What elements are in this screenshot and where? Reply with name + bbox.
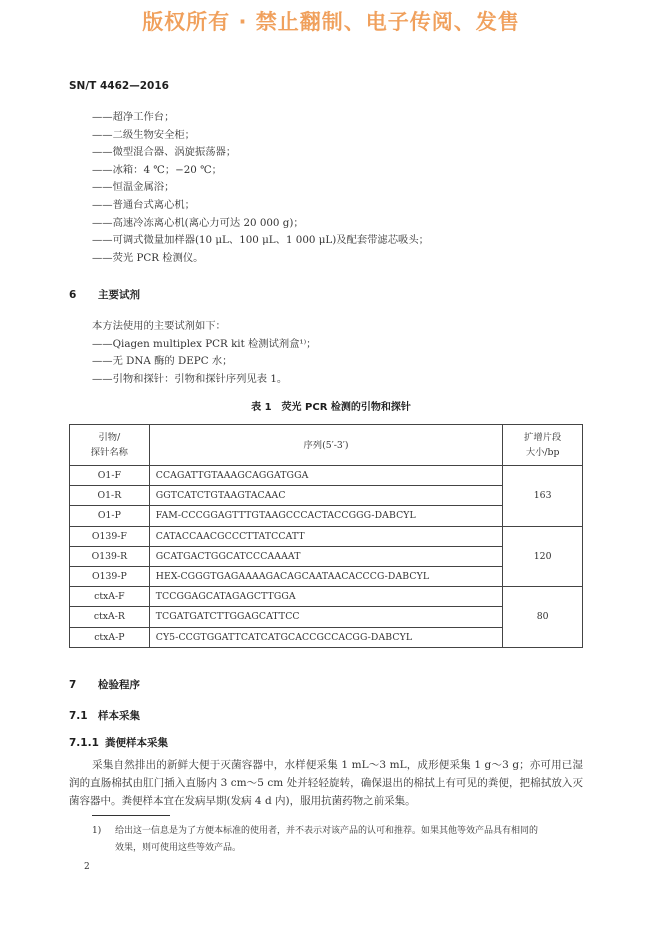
table-caption: 表 1 荧光 PCR 检测的引物和探针 [251, 402, 411, 413]
section-title: 主要试剂 [98, 289, 140, 301]
probe-name: ctxA-P [70, 627, 150, 647]
section-title: 粪便样本采集 [105, 737, 168, 749]
table-row [70, 526, 583, 546]
footnote-marker: 1) [92, 826, 102, 836]
primer-sequence: TCGATGATCTTGGAGCATTCC [149, 607, 503, 627]
section-7-heading [69, 677, 140, 692]
primer-probe-table [69, 424, 583, 648]
primer-sequence: GGTCATCTGTAAGTACAAC [149, 486, 503, 506]
list-item: ——冰箱：4 ℃；−20 ℃； [92, 163, 222, 176]
primer-name: O1-R [70, 486, 150, 506]
section-title: 样本采集 [98, 710, 140, 722]
amplicon-size: 80 [503, 587, 583, 648]
list-item: ——高速冷冻离心机(离心力可达 20 000 g)； [92, 216, 304, 229]
sampling-paragraph [69, 756, 583, 810]
table-row [70, 466, 583, 486]
page-number: 2 [84, 862, 90, 872]
footnote-line: 给出这一信息是为了方便本标准的使用者，并不表示对该产品的认可和推荐。如果其他等效产品具有相同的 [115, 826, 539, 836]
section-7-1-1-heading [69, 735, 168, 750]
section-6-heading [69, 287, 140, 302]
list-item: ——引物和探针：引物和探针序列见表 1。 [92, 372, 288, 385]
probe-sequence: FAM-CCCGGAGTTTGTAAGCCCACTACCGGG-DABCYL [149, 506, 503, 526]
probe-sequence: HEX-CGGGTGAGAAAAGACAGCAATAACACCCG-DABCYL [149, 566, 503, 586]
list-item: ——荧光 PCR 检测仪。 [92, 251, 204, 264]
list-item: ——微型混合器、涡旋振荡器； [92, 146, 237, 159]
primer-sequence: GCATGACTGGCATCCCAAAAT [149, 546, 503, 566]
primer-name: ctxA-R [70, 607, 150, 627]
probe-sequence: CY5-CCGTGGATTCATCATGCACCGCCACGG-DABCYL [149, 627, 503, 647]
list-item: ——可调式微量加样器(10 μL、100 μL、1 000 μL)及配套带滤芯吸头； [92, 234, 429, 247]
section-7-1-heading [69, 708, 140, 723]
footnote [92, 823, 583, 857]
equipment-list [92, 109, 429, 267]
header-name: 引物/ 探针名称 [70, 425, 150, 466]
section-number: 7 [69, 679, 77, 691]
header-sequence: 序列(5′-3′) [149, 425, 503, 466]
amplicon-size: 163 [503, 466, 583, 527]
list-item: ——二级生物安全柜； [92, 128, 195, 141]
section-number: 6 [69, 289, 77, 301]
table-header-row [70, 425, 583, 466]
amplicon-size: 120 [503, 526, 583, 587]
primer-sequence: CCAGATTGTAAAGCAGGATGGA [149, 466, 503, 486]
copyright-watermark: 版权所有 · 禁止翻制、电子传阅、发售 [142, 10, 520, 34]
table-row [70, 587, 583, 607]
section-number: 7.1 [69, 710, 88, 722]
primer-name: O139-F [70, 526, 150, 546]
probe-name: O1-P [70, 506, 150, 526]
standard-code: SN/T 4462—2016 [69, 80, 169, 92]
footnote-divider [92, 815, 170, 816]
reagent-list [92, 318, 316, 388]
primer-name: O1-F [70, 466, 150, 486]
list-item: ——超净工作台； [92, 111, 175, 123]
primer-name: ctxA-F [70, 587, 150, 607]
primer-sequence: TCCGGAGCATAGAGCTTGGA [149, 587, 503, 607]
primer-sequence: CATACCAACGCCCTTATCCATT [149, 526, 503, 546]
reagent-intro: 本方法使用的主要试剂如下： [92, 320, 226, 332]
paragraph-text: 采集自然排出的新鲜大便于灭菌容器中，水样便采集 1 mL～3 mL，成形便采集 1 g～3 g；亦可用已湿润的直肠棉拭由肛门插入直肠内 3 cm～5 cm 处并轻轻旋转，确保退出的棉拭上有可见的粪便，把棉拭放入灭菌容器中。粪便样本宜在发病早期(发病 4 d 内)，服用抗菌药物之前采集。 [69, 759, 583, 807]
list-item: ——恒温金属浴； [92, 181, 175, 194]
section-number: 7.1.1 [69, 737, 99, 749]
section-title: 检验程序 [98, 679, 140, 691]
header-size: 扩增片段 大小/bp [503, 425, 583, 466]
primer-name: O139-R [70, 546, 150, 566]
list-item: ——普通台式离心机； [92, 198, 195, 211]
footnote-line: 效果，则可使用这些等效产品。 [115, 843, 242, 853]
list-item: ——Qiagen multiplex PCR kit 检测试剂盒¹⁾； [92, 337, 317, 350]
probe-name: O139-P [70, 566, 150, 586]
list-item: ——无 DNA 酶的 DEPC 水； [92, 355, 233, 368]
